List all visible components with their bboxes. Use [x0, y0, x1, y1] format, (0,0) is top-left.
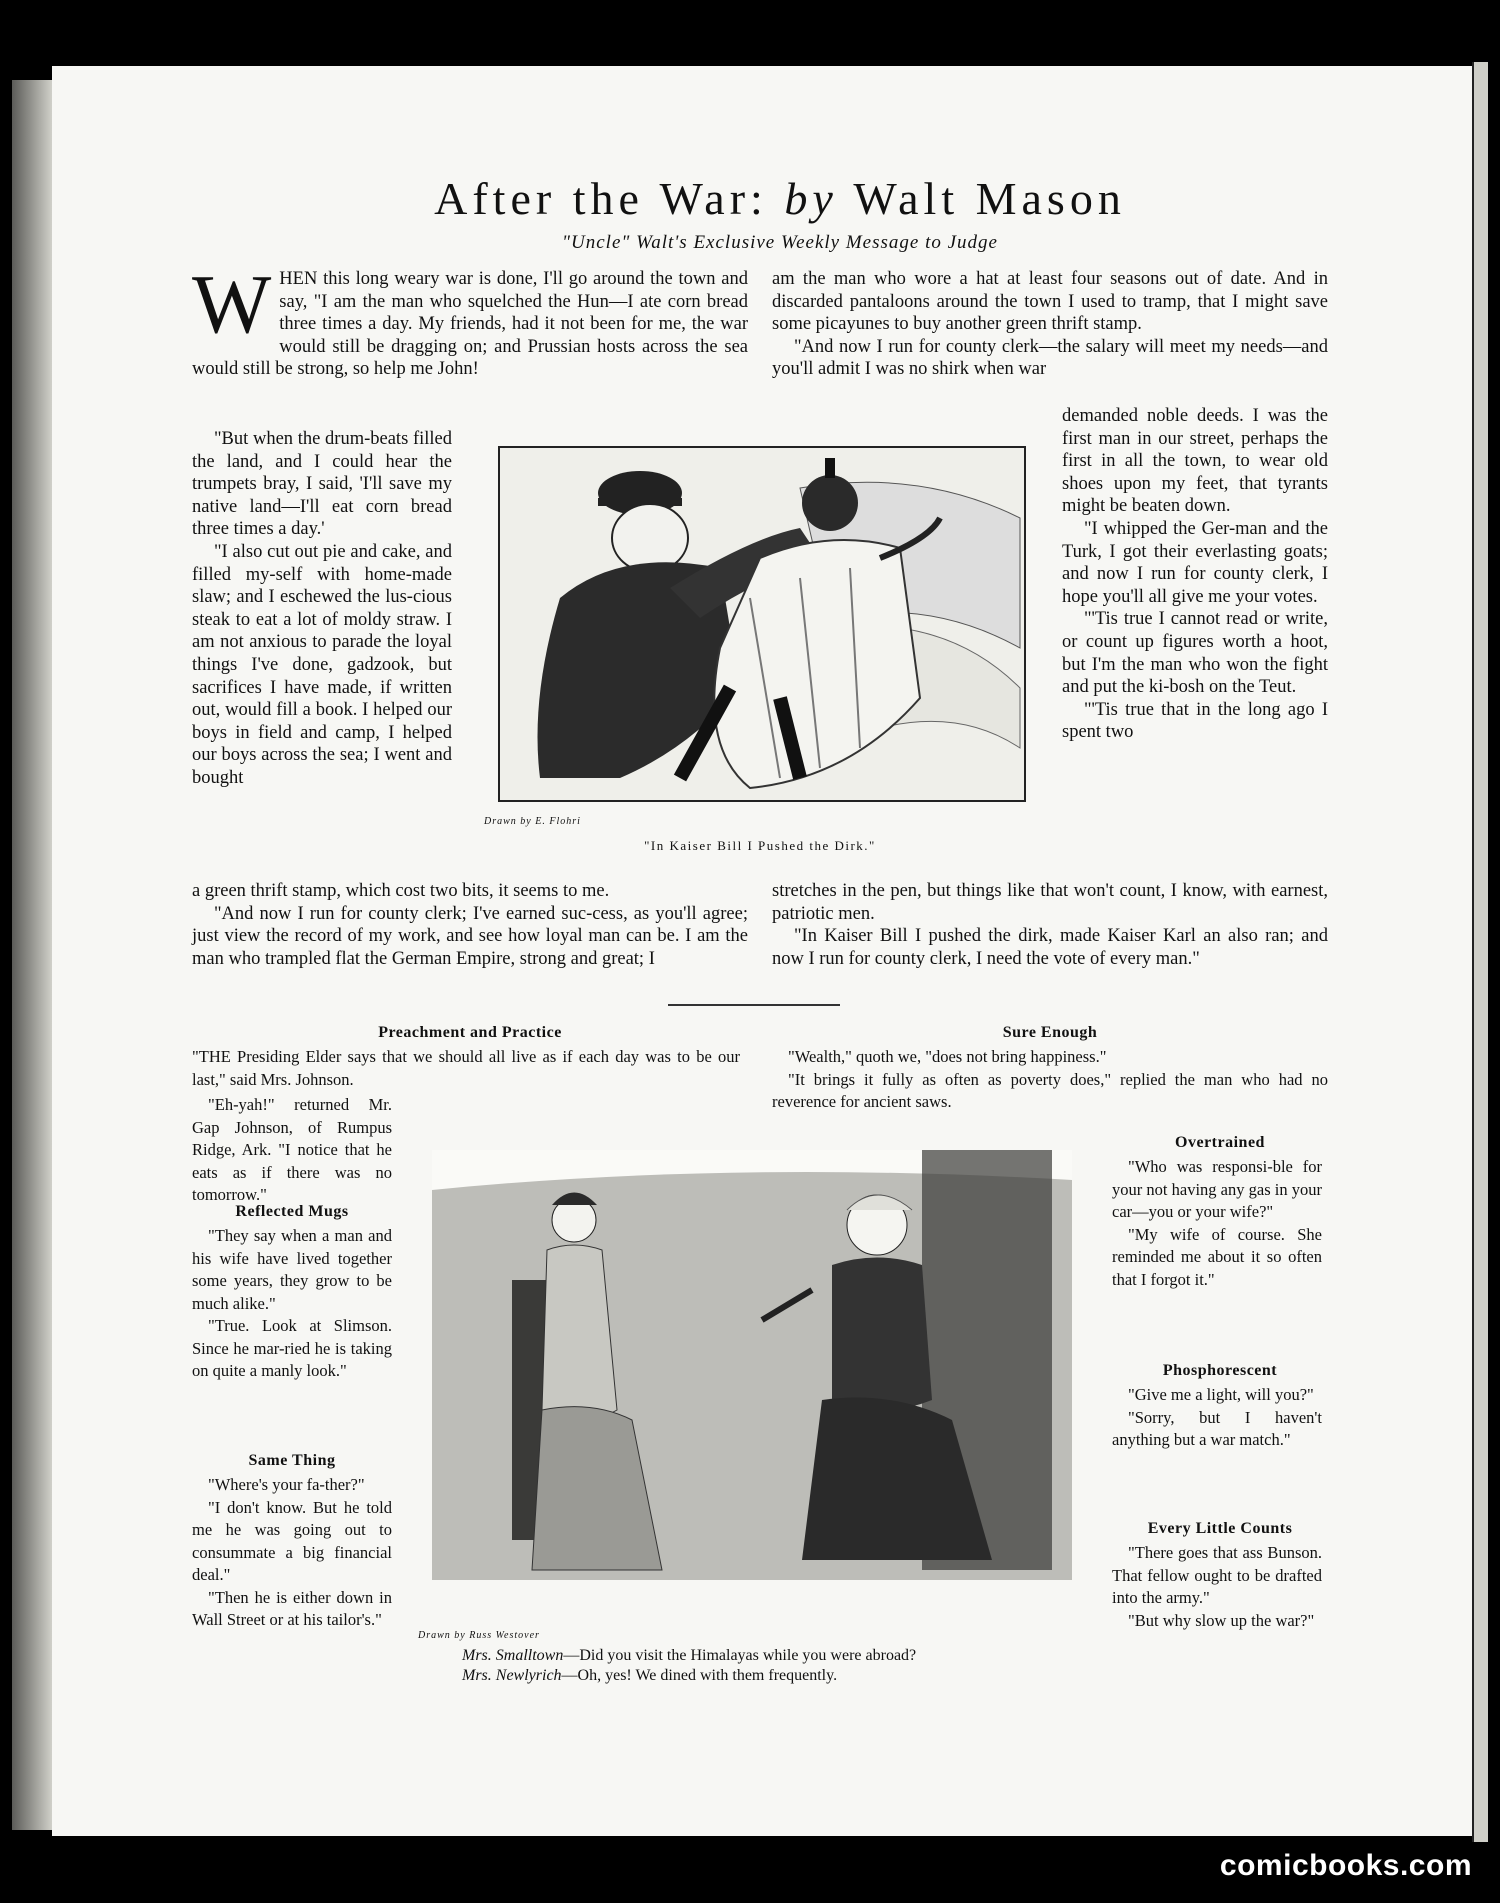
joke-sure-enough [772, 1046, 1328, 1114]
joke-paragraph: "But why slow up the war?" [1128, 1610, 1315, 1630]
illustration-kaiser [498, 446, 1026, 802]
caption-text: —Oh, yes! We dined with them frequently. [561, 1667, 838, 1684]
illustration-caption: "In Kaiser Bill I Pushed the Dirk." [644, 838, 876, 853]
illustration-credit: Drawn by E. Flohri [484, 816, 581, 827]
illustration-caption-2 [462, 1646, 1062, 1686]
caption-line [462, 1666, 1062, 1686]
article-paragraph: "'Tis true I cannot read or write, or count up figures worth a hoot, but I'm the man who won the fight and put the ki-bosh on the Teut. [1062, 609, 1328, 698]
joke-phosphorescent [1112, 1384, 1322, 1452]
joke-paragraph: "Eh-yah!" returned Mr. Gap Johnson, of Rumpus Ridge, Ark. "I notice that he eats as if there was no tomorrow." [192, 1095, 392, 1204]
joke-paragraph: "It brings it fully as often as poverty does," replied the man who had no reverence for ancient saws. [772, 1069, 1328, 1111]
joke-paragraph: "Then he is either down in Wall Street or at his tailor's." [192, 1587, 392, 1629]
article-paragraph: "'Tis true that in the long ago I spent two [1062, 699, 1328, 743]
joke-every-little [1112, 1542, 1322, 1632]
article-subtitle: "Uncle" Walt's Exclusive Weekly Message to Judge [562, 232, 998, 253]
caption-speaker: Mrs. Newlyrich [462, 1667, 562, 1684]
joke-heading-sure-enough: Sure Enough [1002, 1024, 1098, 1041]
article-title [180, 172, 1380, 225]
illustration-credit-2: Drawn by Russ Westover [418, 1630, 540, 1641]
article-paragraph: demanded noble deeds. I was the first man in our street, perhaps the first in all the town, to wear old shoes upon my feet, that tyrants might be beaten down. [1062, 406, 1328, 517]
drop-cap: W [192, 258, 272, 351]
article-paragraph: HEN this long weary war is done, I'll go around the town and say, "I am the man who squelched the Hun—I ate corn bread three times a day. My friends, had it not been for me, the war would still be dragging on; and Prussian hosts across the sea would still be strong, so help me John! [192, 269, 748, 380]
joke-preachment [192, 1046, 740, 1091]
title-author: Walt Mason [837, 173, 1126, 224]
caption-speaker: Mrs. Smalltown [462, 1647, 564, 1664]
joke-reflected [192, 1225, 392, 1383]
joke-paragraph: "My wife of course. She reminded me about it so often that I forgot it." [1112, 1224, 1322, 1289]
joke-same-thing [192, 1474, 392, 1632]
joke-paragraph: "Where's your fa-ther?" [208, 1475, 365, 1494]
joke-heading-reflected: Reflected Mugs [235, 1203, 349, 1220]
article-paragraph: am the man who wore a hat at least four seasons out of date. And in discarded pantaloons around the town I used to tramp, that I might save some picayunes to buy another green thrift stamp. [772, 269, 1328, 335]
caption-line [462, 1646, 1062, 1666]
caption-text: —Did you visit the Himalayas while you were abroad? [563, 1647, 917, 1664]
illustration-kaiser-drawing [500, 448, 1024, 800]
joke-overtrained [1112, 1156, 1322, 1291]
joke-paragraph: "They say when a man and his wife have lived together some years, they grow to be much alike." [192, 1226, 392, 1313]
title-main: After the War: [434, 173, 785, 224]
article-paragraph: a green thrift stamp, which cost two bits, it seems to me. [192, 881, 610, 901]
article-paragraph: "And now I run for county clerk—the salary will meet my needs—and you'll admit I was no shirk when war [772, 336, 1328, 380]
article-right-bottom [772, 880, 1328, 970]
article-paragraph: "In Kaiser Bill I pushed the dirk, made Kaiser Karl an also ran; and now I run for county clerk, I need the vote of every man." [772, 926, 1328, 969]
joke-paragraph: "Sorry, but I haven't anything but a war match." [1112, 1407, 1322, 1449]
site-watermark: comicbooks.com [1219, 1849, 1472, 1882]
joke-heading-every-little: Every Little Counts [1147, 1520, 1293, 1537]
joke-heading-preachment: Preachment and Practice [378, 1024, 562, 1041]
article-left-bottom [192, 880, 748, 970]
joke-paragraph: "There goes that ass Bunson. That fellow ought to be drafted into the army." [1112, 1543, 1322, 1607]
section-divider [668, 1004, 840, 1006]
joke-paragraph: "True. Look at Slimson. Since he mar-ried he is taking on quite a manly look." [192, 1316, 392, 1380]
facing-page-edge [1472, 62, 1488, 1842]
book-spine [12, 80, 52, 1830]
joke-heading-same-thing: Same Thing [248, 1452, 336, 1469]
joke-paragraph: "Wealth," quoth we, "does not bring happiness." [788, 1047, 1107, 1066]
joke-paragraph: "THE Presiding Elder says that we should all live as if each day was to be our last," said Mrs. Johnson. [192, 1047, 740, 1089]
title-by: by [784, 173, 838, 224]
article-left-mid [192, 428, 452, 790]
article-paragraph: stretches in the pen, but things like that won't count, I know, with earnest, patriotic men. [772, 881, 1328, 924]
illustration-ladies-drawing [432, 1150, 1072, 1580]
article-paragraph: "But when the drum-beats filled the land, and I could hear the trumpets bray, I said, 'I'll save my native land—I'll eat corn bread three times a day.' [192, 429, 452, 540]
article-right-mid [1062, 405, 1328, 744]
joke-paragraph: "I don't know. But he told me he was going out to consummate a big financial deal." [192, 1497, 392, 1584]
article-paragraph: "And now I run for county clerk; I've earned suc-cess, as you'll agree; just view the record of my work, and see how loyal man can be. I am the man who trampled flat the German Empire, strong and great; I [192, 903, 748, 969]
article-left-top [192, 258, 748, 381]
joke-paragraph: "Give me a light, will you?" [1128, 1385, 1314, 1404]
joke-heading-phosphorescent: Phosphorescent [1162, 1362, 1278, 1379]
illustration-ladies [432, 1150, 1072, 1580]
article-right-top [772, 268, 1328, 381]
article-paragraph: "I also cut out pie and cake, and filled my-self with home-made slaw; and I eschewed the lus-cious steak to eat a lot of moldy straw. I am not anxious to parade the loyal things I've done, gadzook, but sacrifices I have made, if written out, would fill a book. I helped our boys in field and camp, I helped our boys across the sea; I went and bought [192, 541, 452, 788]
joke-heading-overtrained: Overtrained [1175, 1134, 1265, 1151]
joke-paragraph: "Who was responsi-ble for your not having any gas in your car—you or your wife?" [1112, 1157, 1322, 1221]
article-paragraph: "I whipped the Ger-man and the Turk, I got their everlasting goats; and now I run for county clerk, I hope you'll all give me your votes. [1062, 518, 1328, 607]
